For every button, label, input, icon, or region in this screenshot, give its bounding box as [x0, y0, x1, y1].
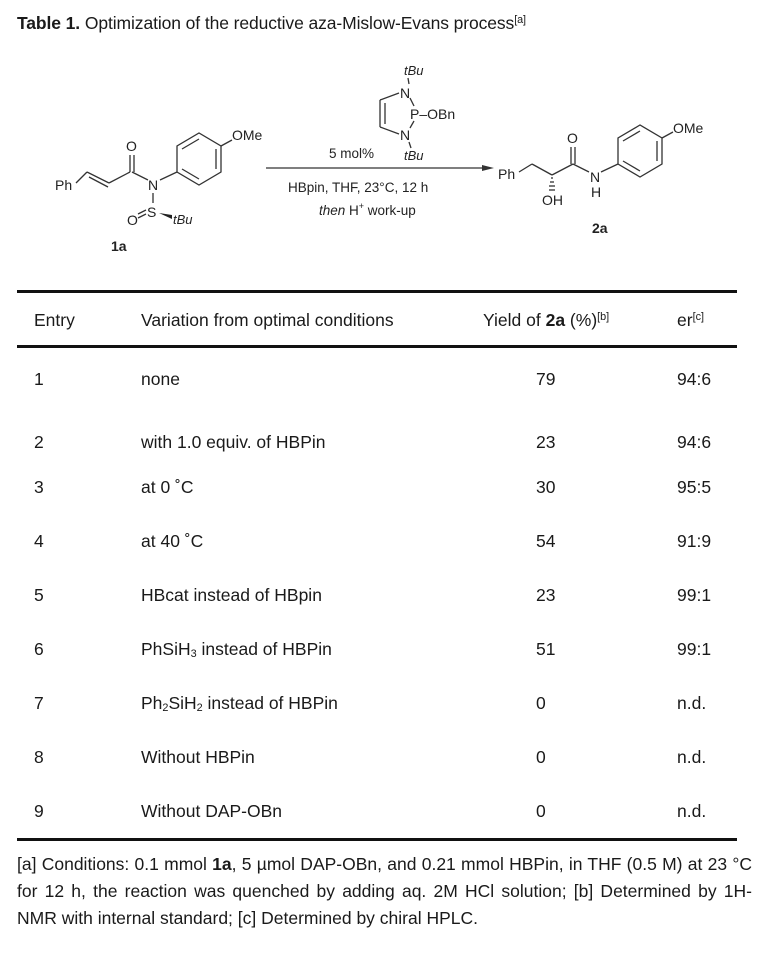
cell-entry: 3 [34, 477, 44, 497]
header-variation: Variation from optimal conditions [141, 310, 394, 330]
cell-variation: HBcat instead of HBpin [141, 585, 322, 605]
cell-yield: 79 [536, 369, 556, 389]
cell-er: 99:1 [677, 639, 712, 659]
cell-yield: 23 [536, 585, 556, 605]
cell-er: n.d. [677, 747, 707, 767]
cell-entry: 1 [34, 369, 44, 389]
header-yield: Yield of 2a (%)[b] [483, 310, 610, 330]
reactant-carbonyl-o: O [126, 138, 137, 154]
header-er: er[c] [677, 310, 705, 330]
cell-entry: 8 [34, 747, 44, 767]
caption-footnote-mark: [a] [514, 14, 526, 27]
cell-entry: 7 [34, 693, 44, 713]
table-top-rule [17, 290, 737, 293]
catalyst-tbu-top: tBu [404, 63, 424, 78]
catalyst-structure [329, 63, 455, 163]
reactant-1a-structure [55, 127, 263, 254]
product-label-2a: 2a [592, 220, 608, 236]
table-footnote: [a] Conditions: 0.1 mmol 1a, 5 µmol DAP-OBn, and 0.21 mmol HBPin, in THF (0.5 M) at 23 °C for 12 h, the reaction was quenched by adding aq. 2M HCl solution; [b] Determined by 1H-NMR with internal standard; [c] Determined by chiral HPLC. [17, 854, 752, 928]
reactant-s: S [147, 204, 157, 220]
cell-variation: $Ph_2SiH_2$ instead of HBPin [141, 693, 338, 715]
reactant-tbu: tBu [173, 212, 193, 227]
table-caption [17, 13, 526, 34]
reactant-ph-label: Ph [55, 177, 73, 193]
reactant-ome: OMe [232, 127, 263, 143]
product-nh-n: N [590, 169, 601, 185]
cell-variation: PhSiH$_3$ instead of HBPin [141, 639, 332, 661]
cell-er: 94:6 [677, 369, 712, 389]
cell-entry: 2 [34, 432, 44, 452]
conditions-line2: then H+ work-up [319, 201, 416, 218]
cell-variation: at 0 ˚C [141, 477, 194, 497]
reactant-so-o: O [127, 212, 138, 228]
cell-er: 99:1 [677, 585, 712, 605]
reactant-label-1a: 1a [111, 238, 127, 254]
cell-yield: 54 [536, 531, 556, 551]
cell-yield: 0 [536, 693, 546, 713]
product-ome: OMe [673, 120, 704, 136]
cell-variation: Without HBPin [141, 747, 255, 767]
cell-yield: 30 [536, 477, 556, 497]
cell-er: n.d. [677, 693, 707, 713]
product-carbonyl-o: O [567, 130, 578, 146]
catalyst-n-bottom: N [400, 127, 411, 143]
reactant-n: N [148, 177, 159, 193]
catalyst-tbu-bottom: tBu [404, 148, 424, 163]
cell-entry: 5 [34, 585, 44, 605]
header-entry: Entry [34, 310, 75, 330]
table-bottom-rule [17, 838, 737, 841]
cell-yield: 51 [536, 639, 556, 659]
catalyst-loading: 5 mol% [329, 146, 375, 161]
cell-er: 91:9 [677, 531, 712, 551]
cell-er: 95:5 [677, 477, 712, 497]
product-nh-h: H [591, 184, 602, 200]
cell-variation: with 1.0 equiv. of HBPin [141, 432, 326, 452]
cell-er: 94:6 [677, 432, 712, 452]
cell-variation: none [141, 369, 180, 389]
table-header-rule [17, 345, 737, 348]
cell-variation: Without DAP-OBn [141, 801, 283, 821]
product-2a-structure [498, 120, 704, 236]
catalyst-p-obn: P–OBn [410, 106, 456, 122]
hashed-wedge-icon [549, 178, 555, 190]
product-oh: OH [542, 192, 563, 208]
cell-entry: 9 [34, 801, 44, 821]
cell-er: n.d. [677, 801, 707, 821]
caption-text: Optimization of the reductive aza-Mislow-Evans process [80, 13, 515, 33]
arrow-head-icon [482, 165, 494, 171]
product-ph-label: Ph [498, 166, 516, 182]
cell-yield: 23 [536, 432, 556, 452]
cell-entry: 4 [34, 531, 44, 551]
reaction-scheme [0, 50, 768, 270]
cell-yield: 0 [536, 801, 546, 821]
caption-label: Table 1. [17, 13, 81, 33]
catalyst-n-top: N [400, 85, 411, 101]
cell-yield: 0 [536, 747, 546, 767]
cell-entry: 6 [34, 639, 44, 659]
conditions-line1: HBpin, THF, 23°C, 12 h [288, 180, 429, 195]
cell-variation: at 40 ˚C [141, 531, 204, 551]
